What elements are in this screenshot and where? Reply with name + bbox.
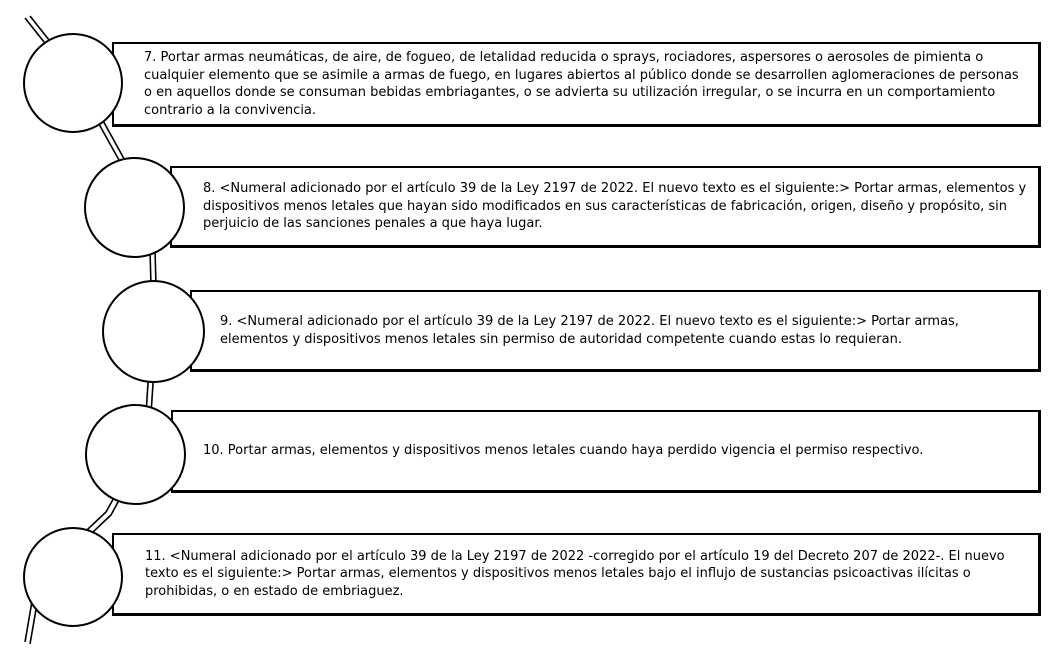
timeline-node-8	[84, 157, 185, 258]
item-box-11	[112, 533, 1041, 616]
item-box-8	[170, 166, 1041, 248]
item-box-7	[112, 42, 1041, 127]
timeline-node-9	[102, 280, 205, 383]
item-text-8: 8. <Numeral adicionado por el artículo 39 de la Ley 2197 de 2022. El nuevo texto es el siguiente:> Portar armas, elementos y dispositivos menos letales que hayan sido modificados en sus características de fabricación, origen, diseño y propósito, sin perjuicio de las sanciones penales a que haya lugar.	[203, 181, 1027, 232]
timeline-node-10	[85, 404, 186, 505]
item-text-11: 11. <Numeral adicionado por el artículo 39 de la Ley 2197 de 2022 -corregido por el artículo 19 del Decreto 207 de 2022-. El nuevo texto es el siguiente:> Portar armas, elementos y dispositivos menos letales bajo el influjo de sustancias psicoactivas ilícitas o prohibidas, o en estado de embriaguez.	[145, 548, 1005, 599]
timeline-node-11	[23, 527, 123, 627]
item-text-9: 9. <Numeral adicionado por el artículo 39 de la Ley 2197 de 2022. El nuevo texto es el siguiente:> Portar armas, elementos y dispositivos menos letales sin permiso de autoridad competente cuando estas lo requieran.	[220, 314, 959, 347]
item-text-10: 10. Portar armas, elementos y dispositivos menos letales cuando haya perdido vigencia el permiso respectivo.	[203, 443, 924, 459]
timeline-node-7	[23, 33, 123, 133]
item-text-7: 7. Portar armas neumáticas, de aire, de fogueo, de letalidad reducida o sprays, rociadores, aspersores o aerosoles de pimienta o cualquier elemento que se asimile a armas de fuego, en lugares abiertos al público donde se desarrollen aglomeraciones de personas o en aquellos donde se consuman bebidas embriagantes, o se advierta su utilización irregular, o se incurra en un comportamiento contrario a la convivencia.	[144, 50, 1019, 118]
item-box-10	[171, 410, 1041, 493]
item-box-9	[190, 290, 1041, 372]
